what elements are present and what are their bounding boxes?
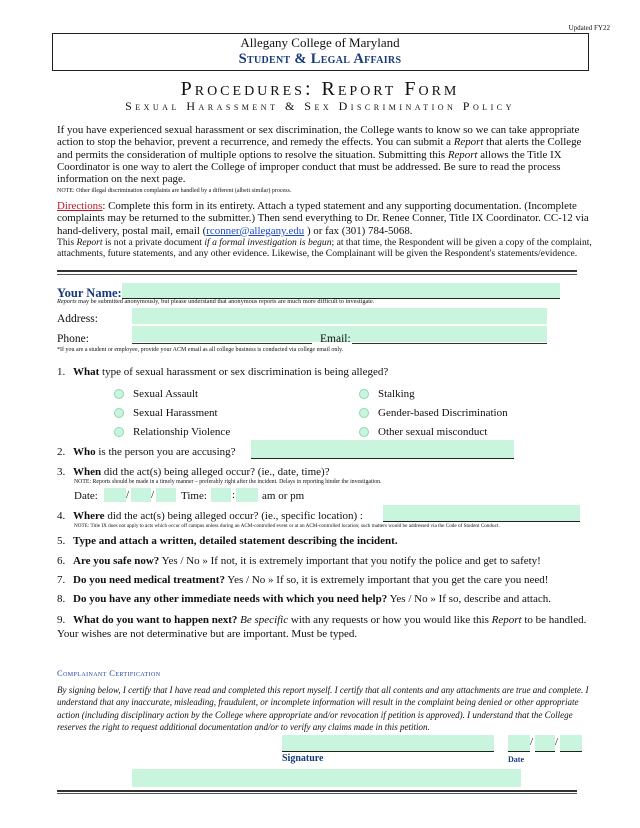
date-month-field[interactable] xyxy=(104,488,126,502)
date-day-field[interactable] xyxy=(131,488,151,502)
intro-note: NOTE: Other illegal discrimination complaints are handled by a different (albeit similar) process. xyxy=(57,188,292,195)
location-field[interactable] xyxy=(383,505,580,522)
page-subtitle: Sexual Harassment & Sex Discrimination Policy xyxy=(125,99,515,113)
option-stalking[interactable]: Stalking xyxy=(359,384,508,403)
question-9: 9. What do you want to happen next? Be specific with any requests or how you would like this Report to be handled. Your wishes are not determinative but are important. Must be typed. xyxy=(57,614,587,640)
divider xyxy=(57,270,577,275)
radio-icon[interactable] xyxy=(359,427,369,437)
am-pm-label: am or pm xyxy=(262,490,305,502)
directions-paragraph: Directions: Complete this form in its entirety. Attach a typed statement and any supporting documentation. (Incomplete complaints may be returned to the submitter.) Then send everything to Dr. Renee Conner, Title IX Coordinator. CC-12 via hand-delivery, postal mail, email (rconner@allegany.edu ) or fax (301) 784-5068. This Report is not a private document if a formal investigation is begun; at that time, the Respondent will be given a copy of the complaint, attachments, future statements, and any other evidence. Likewise, the Complainant will be given the Respondent's statements/evidence. xyxy=(57,200,597,260)
time-hour-field[interactable] xyxy=(211,488,231,502)
q4-note: NOTE: Title IX does not apply to acts which occur off campus unless during an ACM-controlled event or at an ACM-controlled location; such matters would be addressed via the Code of Student Conduct. xyxy=(74,523,500,529)
time-label: Time: xyxy=(181,490,207,502)
acm-email-note: *If you are a student or employee, provide your ACM email as all college business is conducted via college email only. xyxy=(57,347,344,353)
privacy-note: This Report is not a private document if a formal investigation is begun; at that time, the Respondent will be given a copy of the complaint, attachments, future statements, and any other evidence. Likewise, the Complainant will be given the Respondent's statements/evidence. xyxy=(57,236,592,260)
question-7: 7. Do you need medical treatment? Yes / No » If so, it is extremely important that you get the care you need! xyxy=(57,574,549,586)
address-label: Address: xyxy=(57,313,98,325)
q1-options-left xyxy=(114,384,230,441)
bottom-divider xyxy=(57,790,577,794)
date-separator: / xyxy=(151,489,155,501)
radio-icon[interactable] xyxy=(114,408,124,418)
address-field-1[interactable] xyxy=(132,308,547,324)
radio-icon[interactable] xyxy=(359,408,369,418)
date-year-field[interactable] xyxy=(156,488,176,502)
date-separator: / xyxy=(530,736,534,748)
option-sexual-harassment[interactable]: Sexual Harassment xyxy=(114,403,230,422)
option-gender-discrimination[interactable]: Gender-based Discrimination xyxy=(359,403,508,422)
question-3: 3. When did the act(s) being alleged occur? (ie., date, time)? xyxy=(57,466,330,478)
date-label-sign: Date xyxy=(508,755,524,764)
date-separator: / xyxy=(126,489,130,501)
sign-date-year[interactable] xyxy=(560,735,582,752)
radio-icon[interactable] xyxy=(359,389,369,399)
certification-heading: Complainant Certification xyxy=(57,668,161,678)
question-5: 5. Type and attach a written, detailed statement describing the incident. xyxy=(57,535,398,547)
college-name: Allegany College of Maryland xyxy=(240,35,400,50)
option-sexual-assault[interactable]: Sexual Assault xyxy=(114,384,230,403)
question-6: 6. Are you safe now? Yes / No » If not, it is extremely important that you notify the police and get to safety! xyxy=(57,555,541,567)
sign-date-day[interactable] xyxy=(535,735,555,752)
question-2: 2. Who is the person you are accusing? xyxy=(57,446,236,458)
certification-text: By signing below, I certify that I have read and completed this report myself. I certify that all contents and any attachments are true and complete. I understand that any inaccurate, misleading, fraudulent, or incomplete information will result in the complaint being denied or other appropriate action (including disciplinary action by the College where appropriate and/or revocation if petition is approved). I understand that the College reserves the right to request additional documentation and/or to verify any claims made in this petition. xyxy=(57,685,589,732)
updated-label: Updated FY22 xyxy=(568,24,610,32)
printed-name-field[interactable] xyxy=(132,769,521,787)
phone-label: Phone: xyxy=(57,333,89,345)
page-title: Procedures: Report Form xyxy=(180,78,460,100)
sign-date-month[interactable] xyxy=(508,735,530,752)
q1-options-right xyxy=(359,384,508,441)
q3-note: NOTE: Reports should be made in a timely manner – preferably right after the incident. Delays in reporting hinder the investigation. xyxy=(74,479,382,485)
name-field[interactable] xyxy=(122,283,560,299)
directions-label: Directions xyxy=(57,200,103,212)
signature-field[interactable] xyxy=(282,735,494,752)
phone-line xyxy=(132,343,312,344)
date-label: Date: xyxy=(74,490,98,502)
email-line xyxy=(352,343,547,344)
reports-note: Reports may be submitted anonymously, but please understand that anonymous reports are much more difficult to investigate. xyxy=(57,298,375,305)
office-name: Student & Legal Affairs xyxy=(238,51,402,67)
accused-field[interactable] xyxy=(251,440,514,459)
time-minute-field[interactable] xyxy=(236,488,258,502)
time-separator: : xyxy=(232,489,236,501)
option-relationship-violence[interactable]: Relationship Violence xyxy=(114,422,230,441)
signature-label: Signature xyxy=(282,753,324,764)
email-label: Email: xyxy=(320,333,351,345)
radio-icon[interactable] xyxy=(114,427,124,437)
option-other-misconduct[interactable]: Other sexual misconduct xyxy=(359,422,508,441)
question-4: 4. Where did the act(s) being alleged occur? (ie., specific location) : xyxy=(57,510,363,522)
email-link[interactable]: rconner@allegany.edu xyxy=(206,224,305,237)
radio-icon[interactable] xyxy=(114,389,124,399)
intro-paragraph: If you have experienced sexual harassment or sex discrimination, the College wants to know so we can take appropriate action to stop the behavior, prevent a recurrence, and remedy the effects. You can submit a Report that alerts the College and permits the consideration of multiple options to resolve the situation. Submitting this Report allows the Title IX Coordinator is one way to alert the College of improper conduct that must be addressed. Be sure to read the process information on the next page. NOTE: Other illegal discrimination complaints are handled by a different (albeit similar) process. xyxy=(57,124,597,198)
date-separator: / xyxy=(555,736,559,748)
question-8: 8. Do you have any other immediate needs with which you need help? Yes / No » If so, describe and attach. xyxy=(57,593,551,605)
your-name-label: Your Name: xyxy=(57,286,122,300)
question-1: 1. What type of sexual harassment or sex discrimination is being alleged? xyxy=(57,366,389,378)
